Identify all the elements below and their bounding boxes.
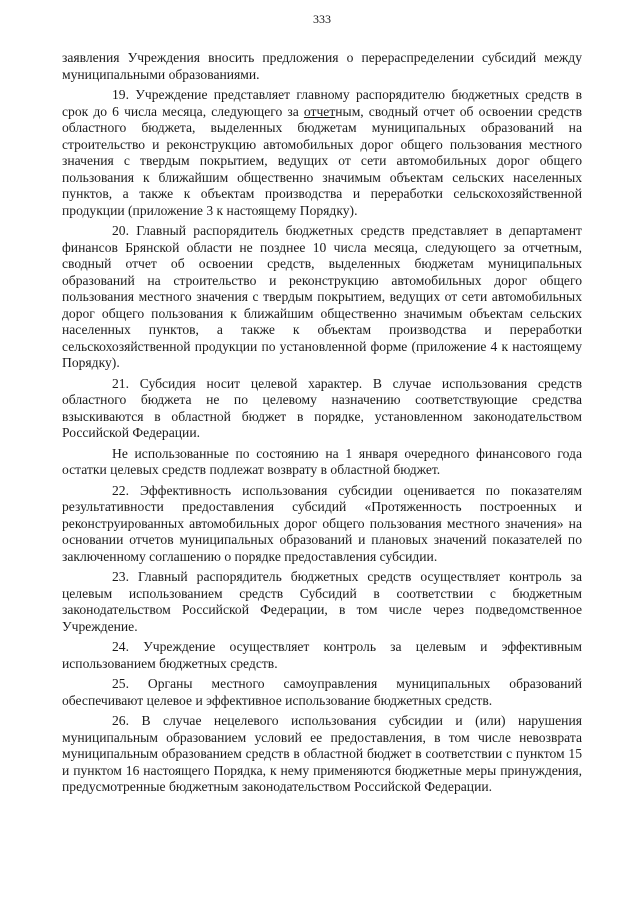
paragraph-continuation: заявления Учреждения вносить предложения о перераспределении субсидий между муниципальными образованиями. bbox=[62, 50, 582, 82]
paragraph-26: 26. В случае нецелевого использования субсидии и (или) нарушения муниципальным образованием условий ее предоставления, в том числе невозврата муниципальным образованием средств в областной бюджет в соответствии с пунктом 15 и пунктом 16 настоящего Порядка, к нему применяются бюджетные меры принуждения, предусмотренные бюджетным законодательством Российской Федерации. bbox=[62, 713, 582, 794]
paragraph-23: 23. Главный распорядитель бюджетных средств осуществляет контроль за целевым использованием средств Субсидий в соответствии с бюджетным законодательством Российской Федерации, в том числе через подведомственное Учреждение. bbox=[62, 569, 582, 634]
page-number: 333 bbox=[313, 12, 331, 26]
paragraph-21-remainder: Не использованные по состоянию на 1 января очередного финансового года остатки целевых средств подлежат возврату в областной бюджет. bbox=[62, 445, 582, 477]
document-body bbox=[62, 50, 582, 796]
paragraph-24: 24. Учреждение осуществляет контроль за целевым и эффективным использованием бюджетных средств. bbox=[62, 639, 582, 671]
paragraph-19: 19. Учреждение представляет главному распорядителю бюджетных средств в срок до 6 числа месяца, следующего за отчетным, сводный отчет об освоении средств областного бюджета, выделенных бюджетам муниципальных образований на строительство и реконструкцию автомобильных дорог общего пользования местного значения с твердым покрытием, ведущих от сети автомобильных дорог общего пользования к ближайшим общественно значимым объектам сельских населенных пунктов, а также к объектам производства и переработки сельскохозяйственной продукции (приложение 3 к настоящему Порядку). bbox=[62, 87, 582, 218]
paragraph-21: 21. Субсидия носит целевой характер. В случае использования средств областного бюджета не по целевому назначению соответствующие средства взыскиваются в областной бюджет в порядке, установленном законодательством Российской Федерации. bbox=[62, 375, 582, 440]
paragraph-20: 20. Главный распорядитель бюджетных средств представляет в департамент финансов Брянской области не позднее 10 числа месяца, следующего за отчетным, сводный отчет об освоении средств, выделенных бюджетам муниципальных образований на строительство и реконструкцию автомобильных дорог общего пользования местного значения с твердым покрытием, ведущих от сети автомобильных дорог общего пользования к ближайшим общественно значимым объектам сельских населенных пунктов, а также к объектам производства и переработки сельскохозяйственной продукции по установленной форме (приложение 4 к настоящему Порядку). bbox=[62, 223, 582, 370]
underlined-word: отчет bbox=[303, 103, 336, 119]
paragraph-25: 25. Органы местного самоуправления муниципальных образований обеспечивают целевое и эффективное использование бюджетных средств. bbox=[62, 676, 582, 708]
paragraph-22: 22. Эффективность использования субсидии оценивается по показателям результативности предоставления субсидий «Протяженность построенных и реконструированных автомобильных дорог общего пользования местного значения» на основании отчетов муниципальных образований и плановых значений показателей по заключенному соглашению о порядке предоставления субсидии. bbox=[62, 482, 582, 564]
